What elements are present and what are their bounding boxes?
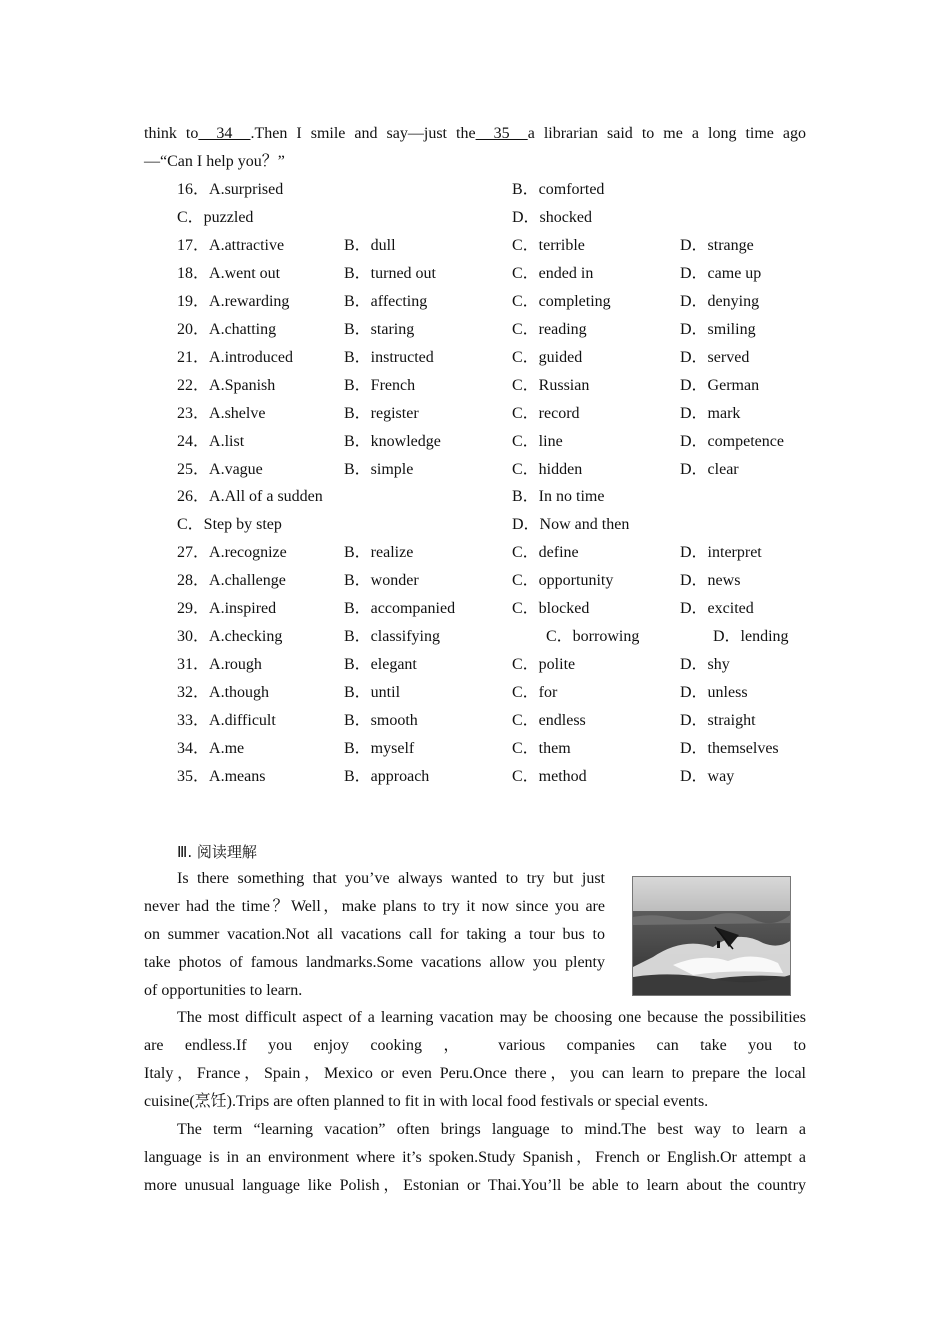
- intro-line-2: —“Can I help you？”: [144, 153, 285, 170]
- question-32-a: 32．A.though: [177, 684, 270, 701]
- question-17-b: B．dull: [344, 237, 396, 254]
- question-21-d: D．served: [680, 349, 750, 366]
- question-17-a: 17．A.attractive: [177, 237, 285, 254]
- question-33-d: D．straight: [680, 712, 756, 729]
- question-16-d: D．shocked: [512, 209, 592, 226]
- question-21-c: C．guided: [512, 349, 583, 366]
- question-26-c: C．Step by step: [177, 516, 282, 533]
- question-16-b: B．comforted: [512, 181, 605, 198]
- question-25-c: C．hidden: [512, 461, 583, 478]
- question-22-d: D．German: [680, 377, 760, 394]
- question-26-a: 26．A.All of a sudden: [177, 488, 323, 505]
- question-34-a: 34．A.me: [177, 740, 245, 757]
- intro-text-2: .Then I smile and say—just the: [250, 125, 476, 142]
- question-19-d: D．denying: [680, 293, 760, 310]
- intro-text-1: think to: [144, 125, 199, 142]
- question-32-d: D．unless: [680, 684, 748, 701]
- question-16-c: C．puzzled: [177, 209, 254, 226]
- question-21-a: 21．A.introduced: [177, 349, 293, 366]
- question-34-b: B．myself: [344, 740, 415, 757]
- para3-line-2: language is in an environment where it’s spoken.Study Spanish，French or English.Or attempt a: [144, 1149, 806, 1166]
- blank-34: 34: [198, 125, 251, 142]
- question-27-b: B．realize: [344, 544, 414, 561]
- question-19-c: C．completing: [512, 293, 611, 310]
- question-20-d: D．smiling: [680, 321, 756, 338]
- question-27-d: D．interpret: [680, 544, 762, 561]
- para1-line-4: take photos of famous landmarks.Some vacations allow you plenty: [144, 954, 605, 971]
- question-30-c: C．borrowing: [546, 628, 640, 645]
- intro-text-3: a librarian said to me a long time ago: [527, 125, 807, 142]
- question-28-c: C．opportunity: [512, 572, 614, 589]
- question-25-a: 25．A.vague: [177, 461, 263, 478]
- question-35-c: C．method: [512, 768, 587, 785]
- question-24-a: 24．A.list: [177, 433, 245, 450]
- section-title: Ⅲ. 阅读理解: [177, 843, 257, 861]
- question-22-a: 22．A.Spanish: [177, 377, 276, 394]
- question-19-b: B．affecting: [344, 293, 428, 310]
- question-35-b: B．approach: [344, 768, 430, 785]
- question-25-b: B．simple: [344, 461, 414, 478]
- question-23-b: B．register: [344, 405, 419, 422]
- question-31-b: B．elegant: [344, 656, 417, 673]
- question-28-b: B．wonder: [344, 572, 419, 589]
- para2-line-2: are endless.If you enjoy cooking ， various companies can take you to: [144, 1037, 806, 1054]
- question-33-a: 33．A.difficult: [177, 712, 276, 729]
- question-24-d: D．competence: [680, 433, 784, 450]
- question-29-b: B．accompanied: [344, 600, 456, 617]
- question-35-d: D．way: [680, 768, 735, 785]
- question-32-c: C．for: [512, 684, 558, 701]
- question-22-c: C．Russian: [512, 377, 590, 394]
- question-27-a: 27．A.recognize: [177, 544, 287, 561]
- question-33-b: B．smooth: [344, 712, 418, 729]
- windsurfing-photo: [632, 876, 791, 996]
- question-32-b: B．until: [344, 684, 401, 701]
- blank-35: 35: [475, 125, 528, 142]
- question-21-b: B．instructed: [344, 349, 434, 366]
- question-34-d: D．themselves: [680, 740, 779, 757]
- para3-line-1: The term “learning vacation” often brings language to mind.The best way to learn a: [177, 1121, 806, 1138]
- para1-line-1: Is there something that you’ve always wanted to try but just: [177, 870, 605, 887]
- question-29-c: C．blocked: [512, 600, 590, 617]
- question-35-a: 35．A.means: [177, 768, 266, 785]
- question-18-d: D．came up: [680, 265, 762, 282]
- question-33-c: C．endless: [512, 712, 586, 729]
- question-20-c: C．reading: [512, 321, 587, 338]
- question-27-c: C．define: [512, 544, 579, 561]
- question-19-a: 19．A.rewarding: [177, 293, 290, 310]
- question-18-a: 18．A.went out: [177, 265, 281, 282]
- question-29-d: D．excited: [680, 600, 754, 617]
- question-26-d: D．Now and then: [512, 516, 630, 533]
- question-17-c: C．terrible: [512, 237, 585, 254]
- para1-line-3: on summer vacation.Not all vacations call for taking a tour bus to: [144, 926, 605, 943]
- para2-line-3: Italy，France，Spain，Mexico or even Peru.Once there，you can learn to prepare the local: [144, 1065, 806, 1082]
- question-20-b: B．staring: [344, 321, 415, 338]
- question-23-d: D．mark: [680, 405, 741, 422]
- question-24-b: B．knowledge: [344, 433, 441, 450]
- para1-line-2: never had the time？Well，make plans to try it now since you are: [144, 898, 605, 915]
- question-25-d: D．clear: [680, 461, 739, 478]
- para3-line-3: more unusual language like Polish，Estonian or Thai.You’ll be able to learn about the country: [144, 1177, 806, 1194]
- question-28-a: 28．A.challenge: [177, 572, 286, 589]
- question-23-c: C．record: [512, 405, 580, 422]
- question-18-c: C．ended in: [512, 265, 594, 282]
- para2-line-4: cuisine(烹饪).Trips are often planned to fit in with local food festivals or special events.: [144, 1093, 709, 1110]
- question-23-a: 23．A.shelve: [177, 405, 266, 422]
- question-30-d: D．lending: [713, 628, 789, 645]
- question-16-a: 16．A.surprised: [177, 181, 284, 198]
- para2-line-1: The most difficult aspect of a learning vacation may be choosing one because the possibilities: [177, 1009, 806, 1026]
- question-26-b: B．In no time: [512, 488, 605, 505]
- question-31-d: D．shy: [680, 656, 730, 673]
- question-28-d: D．news: [680, 572, 741, 589]
- question-17-d: D．strange: [680, 237, 754, 254]
- para1-line-5: of opportunities to learn.: [144, 982, 303, 999]
- question-22-b: B．French: [344, 377, 416, 394]
- question-34-c: C．them: [512, 740, 571, 757]
- question-20-a: 20．A.chatting: [177, 321, 277, 338]
- intro-line-1: [144, 124, 806, 144]
- question-31-c: C．polite: [512, 656, 576, 673]
- question-30-b: B．classifying: [344, 628, 440, 645]
- question-18-b: B．turned out: [344, 265, 436, 282]
- question-24-c: C．line: [512, 433, 563, 450]
- question-30-a: 30．A.checking: [177, 628, 283, 645]
- question-31-a: 31．A.rough: [177, 656, 262, 673]
- question-29-a: 29．A.inspired: [177, 600, 277, 617]
